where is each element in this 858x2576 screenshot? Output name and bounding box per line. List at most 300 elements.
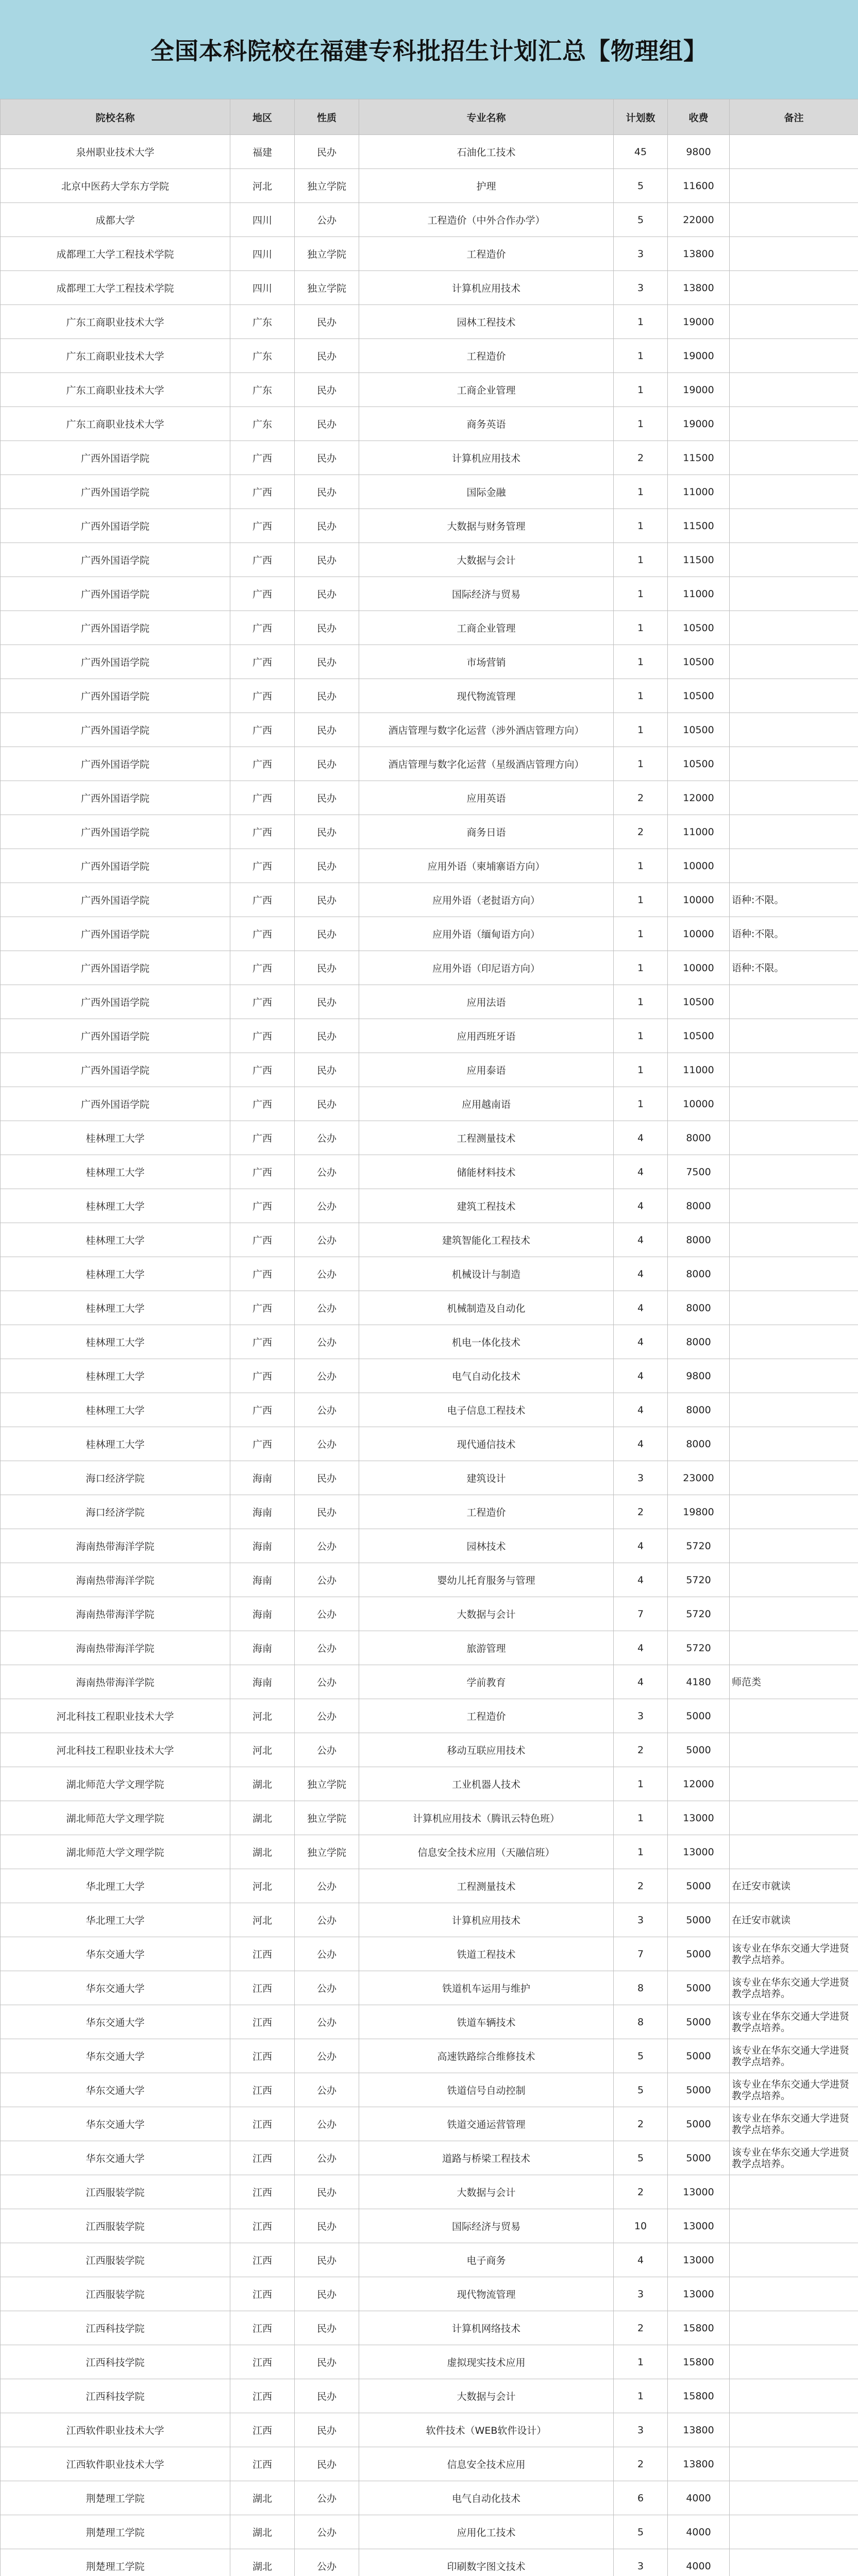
cell-school: 华东交通大学 bbox=[1, 2005, 230, 2039]
cell-fee: 5000 bbox=[668, 1699, 730, 1733]
cell-type: 公办 bbox=[295, 203, 359, 237]
table-row bbox=[1, 611, 858, 645]
cell-type: 民办 bbox=[295, 2277, 359, 2311]
cell-note: 该专业在华东交通大学进贤教学点培养。 bbox=[730, 2141, 858, 2175]
cell-note bbox=[730, 679, 858, 713]
cell-major: 应用越南语 bbox=[359, 1087, 614, 1121]
cell-region: 广西 bbox=[230, 985, 295, 1019]
cell-fee: 5720 bbox=[668, 1631, 730, 1665]
cell-school: 华东交通大学 bbox=[1, 2141, 230, 2175]
title-banner bbox=[0, 0, 858, 99]
cell-note bbox=[730, 1563, 858, 1597]
cell-school: 桂林理工大学 bbox=[1, 1189, 230, 1223]
cell-major: 机械制造及自动化 bbox=[359, 1291, 614, 1325]
cell-type: 公办 bbox=[295, 1359, 359, 1393]
cell-region: 福建 bbox=[230, 135, 295, 169]
cell-school: 广东工商职业技术大学 bbox=[1, 339, 230, 373]
cell-type: 民办 bbox=[295, 339, 359, 373]
cell-school: 桂林理工大学 bbox=[1, 1257, 230, 1291]
cell-note: 在迁安市就读 bbox=[730, 1869, 858, 1903]
cell-fee: 9800 bbox=[668, 135, 730, 169]
cell-type: 公办 bbox=[295, 1223, 359, 1257]
cell-fee: 15800 bbox=[668, 2311, 730, 2345]
header-note: 备注 bbox=[730, 99, 858, 135]
cell-quota: 4 bbox=[614, 1529, 668, 1563]
cell-type: 公办 bbox=[295, 1291, 359, 1325]
cell-region: 广西 bbox=[230, 1223, 295, 1257]
cell-note bbox=[730, 1495, 858, 1529]
cell-school: 华东交通大学 bbox=[1, 2039, 230, 2073]
table-row bbox=[1, 339, 858, 373]
cell-school: 荆楚理工学院 bbox=[1, 2549, 230, 2576]
cell-note bbox=[730, 2379, 858, 2413]
cell-region: 江西 bbox=[230, 2005, 295, 2039]
cell-type: 独立学院 bbox=[295, 237, 359, 271]
cell-quota: 4 bbox=[614, 1257, 668, 1291]
cell-quota: 1 bbox=[614, 1835, 668, 1869]
table-row bbox=[1, 781, 858, 815]
cell-quota: 4 bbox=[614, 1189, 668, 1223]
cell-region: 广西 bbox=[230, 917, 295, 951]
cell-major: 大数据与会计 bbox=[359, 1597, 614, 1631]
cell-major: 应用化工技术 bbox=[359, 2515, 614, 2549]
table-row bbox=[1, 1019, 858, 1053]
cell-quota: 3 bbox=[614, 2413, 668, 2447]
cell-fee: 5000 bbox=[668, 2141, 730, 2175]
cell-fee: 13000 bbox=[668, 2175, 730, 2209]
cell-major: 电子信息工程技术 bbox=[359, 1393, 614, 1427]
cell-fee: 5720 bbox=[668, 1563, 730, 1597]
header-fee: 收费 bbox=[668, 99, 730, 135]
cell-region: 广西 bbox=[230, 1121, 295, 1155]
cell-fee: 10500 bbox=[668, 679, 730, 713]
cell-note bbox=[730, 815, 858, 849]
cell-quota: 2 bbox=[614, 1733, 668, 1767]
cell-note bbox=[730, 1393, 858, 1427]
cell-major: 高速铁路综合维修技术 bbox=[359, 2039, 614, 2073]
cell-fee: 19000 bbox=[668, 407, 730, 441]
cell-region: 江西 bbox=[230, 2243, 295, 2277]
table-row bbox=[1, 1223, 858, 1257]
cell-note: 该专业在华东交通大学进贤教学点培养。 bbox=[730, 2073, 858, 2107]
cell-quota: 1 bbox=[614, 407, 668, 441]
cell-note bbox=[730, 2481, 858, 2515]
table-row bbox=[1, 1563, 858, 1597]
cell-school: 广东工商职业技术大学 bbox=[1, 407, 230, 441]
cell-fee: 8000 bbox=[668, 1121, 730, 1155]
header-type: 性质 bbox=[295, 99, 359, 135]
table-row bbox=[1, 1461, 858, 1495]
cell-note bbox=[730, 441, 858, 475]
cell-fee: 11600 bbox=[668, 169, 730, 203]
cell-type: 公办 bbox=[295, 1971, 359, 2005]
cell-fee: 5000 bbox=[668, 2039, 730, 2073]
cell-region: 广西 bbox=[230, 679, 295, 713]
cell-type: 民办 bbox=[295, 611, 359, 645]
cell-type: 公办 bbox=[295, 1563, 359, 1597]
cell-type: 公办 bbox=[295, 2549, 359, 2576]
cell-school: 广西外国语学院 bbox=[1, 815, 230, 849]
table-row bbox=[1, 2413, 858, 2447]
cell-school: 荆楚理工学院 bbox=[1, 2481, 230, 2515]
table-row bbox=[1, 1189, 858, 1223]
cell-major: 工程造价 bbox=[359, 339, 614, 373]
cell-note bbox=[730, 305, 858, 339]
cell-school: 海南热带海洋学院 bbox=[1, 1665, 230, 1699]
cell-quota: 4 bbox=[614, 1291, 668, 1325]
cell-major: 工商企业管理 bbox=[359, 373, 614, 407]
cell-type: 公办 bbox=[295, 1257, 359, 1291]
cell-major: 电气自动化技术 bbox=[359, 2481, 614, 2515]
table-row bbox=[1, 1903, 858, 1937]
cell-fee: 11000 bbox=[668, 815, 730, 849]
cell-note bbox=[730, 1189, 858, 1223]
cell-fee: 11000 bbox=[668, 475, 730, 509]
cell-region: 四川 bbox=[230, 237, 295, 271]
cell-type: 民办 bbox=[295, 2345, 359, 2379]
cell-school: 江西科技学院 bbox=[1, 2345, 230, 2379]
cell-quota: 1 bbox=[614, 849, 668, 883]
cell-fee: 8000 bbox=[668, 1257, 730, 1291]
table-row bbox=[1, 203, 858, 237]
cell-type: 公办 bbox=[295, 1427, 359, 1461]
cell-region: 广西 bbox=[230, 577, 295, 611]
table-row bbox=[1, 2311, 858, 2345]
cell-note bbox=[730, 2311, 858, 2345]
cell-school: 广东工商职业技术大学 bbox=[1, 373, 230, 407]
table-row bbox=[1, 1733, 858, 1767]
cell-major: 铁道工程技术 bbox=[359, 1937, 614, 1971]
table-row bbox=[1, 441, 858, 475]
cell-fee: 13800 bbox=[668, 2447, 730, 2481]
cell-major: 应用外语（印尼语方向） bbox=[359, 951, 614, 985]
cell-region: 江西 bbox=[230, 2209, 295, 2243]
cell-major: 机械设计与制造 bbox=[359, 1257, 614, 1291]
cell-quota: 1 bbox=[614, 747, 668, 781]
cell-region: 江西 bbox=[230, 1937, 295, 1971]
cell-school: 海南热带海洋学院 bbox=[1, 1529, 230, 1563]
cell-type: 民办 bbox=[295, 2209, 359, 2243]
cell-note bbox=[730, 849, 858, 883]
cell-fee: 13800 bbox=[668, 2413, 730, 2447]
cell-note: 师范类 bbox=[730, 1665, 858, 1699]
cell-type: 民办 bbox=[295, 475, 359, 509]
cell-major: 应用泰语 bbox=[359, 1053, 614, 1087]
cell-quota: 10 bbox=[614, 2209, 668, 2243]
table-row bbox=[1, 985, 858, 1019]
cell-fee: 10000 bbox=[668, 917, 730, 951]
cell-school: 江西科技学院 bbox=[1, 2379, 230, 2413]
cell-fee: 19000 bbox=[668, 339, 730, 373]
cell-quota: 1 bbox=[614, 543, 668, 577]
cell-fee: 12000 bbox=[668, 781, 730, 815]
cell-note bbox=[730, 577, 858, 611]
cell-major: 建筑工程技术 bbox=[359, 1189, 614, 1223]
cell-school: 湖北师范大学文理学院 bbox=[1, 1835, 230, 1869]
cell-school: 泉州职业技术大学 bbox=[1, 135, 230, 169]
cell-region: 广西 bbox=[230, 1189, 295, 1223]
table-row bbox=[1, 917, 858, 951]
cell-school: 江西服装学院 bbox=[1, 2243, 230, 2277]
cell-region: 湖北 bbox=[230, 2549, 295, 2576]
table-row bbox=[1, 1971, 858, 2005]
header-quota: 计划数 bbox=[614, 99, 668, 135]
cell-region: 江西 bbox=[230, 2379, 295, 2413]
cell-major: 工程测量技术 bbox=[359, 1121, 614, 1155]
cell-major: 储能材料技术 bbox=[359, 1155, 614, 1189]
cell-school: 桂林理工大学 bbox=[1, 1291, 230, 1325]
cell-region: 海南 bbox=[230, 1597, 295, 1631]
cell-major: 应用外语（缅甸语方向） bbox=[359, 917, 614, 951]
cell-school: 广西外国语学院 bbox=[1, 713, 230, 747]
cell-quota: 1 bbox=[614, 339, 668, 373]
cell-note bbox=[730, 1529, 858, 1563]
cell-fee: 19000 bbox=[668, 373, 730, 407]
cell-major: 石油化工技术 bbox=[359, 135, 614, 169]
cell-quota: 1 bbox=[614, 951, 668, 985]
table-row bbox=[1, 1937, 858, 1971]
cell-quota: 2 bbox=[614, 1869, 668, 1903]
cell-school: 广东工商职业技术大学 bbox=[1, 305, 230, 339]
cell-school: 广西外国语学院 bbox=[1, 1087, 230, 1121]
cell-region: 广西 bbox=[230, 441, 295, 475]
cell-fee: 5000 bbox=[668, 2005, 730, 2039]
cell-major: 建筑智能化工程技术 bbox=[359, 1223, 614, 1257]
cell-quota: 1 bbox=[614, 475, 668, 509]
cell-school: 河北科技工程职业技术大学 bbox=[1, 1699, 230, 1733]
cell-region: 江西 bbox=[230, 2175, 295, 2209]
cell-note bbox=[730, 713, 858, 747]
cell-quota: 1 bbox=[614, 509, 668, 543]
cell-school: 湖北师范大学文理学院 bbox=[1, 1801, 230, 1835]
table-row bbox=[1, 1597, 858, 1631]
cell-fee: 13800 bbox=[668, 237, 730, 271]
cell-quota: 1 bbox=[614, 2345, 668, 2379]
cell-note: 语种:不限。 bbox=[730, 917, 858, 951]
cell-school: 华北理工大学 bbox=[1, 1903, 230, 1937]
cell-school: 成都理工大学工程技术学院 bbox=[1, 237, 230, 271]
cell-fee: 13800 bbox=[668, 271, 730, 305]
cell-major: 工业机器人技术 bbox=[359, 1767, 614, 1801]
cell-type: 独立学院 bbox=[295, 1835, 359, 1869]
cell-type: 民办 bbox=[295, 1019, 359, 1053]
cell-note: 该专业在华东交通大学进贤教学点培养。 bbox=[730, 2039, 858, 2073]
cell-type: 民办 bbox=[295, 917, 359, 951]
cell-type: 公办 bbox=[295, 2039, 359, 2073]
cell-type: 民办 bbox=[295, 2243, 359, 2277]
cell-region: 江西 bbox=[230, 2447, 295, 2481]
table-row bbox=[1, 2141, 858, 2175]
cell-region: 河北 bbox=[230, 1733, 295, 1767]
table-row bbox=[1, 1801, 858, 1835]
cell-major: 园林技术 bbox=[359, 1529, 614, 1563]
cell-fee: 5000 bbox=[668, 1903, 730, 1937]
cell-fee: 13000 bbox=[668, 1835, 730, 1869]
cell-fee: 8000 bbox=[668, 1223, 730, 1257]
cell-region: 广西 bbox=[230, 1427, 295, 1461]
table-row bbox=[1, 2175, 858, 2209]
cell-type: 民办 bbox=[295, 815, 359, 849]
table-row bbox=[1, 2549, 858, 2576]
cell-quota: 4 bbox=[614, 2243, 668, 2277]
cell-school: 海南热带海洋学院 bbox=[1, 1597, 230, 1631]
cell-school: 广西外国语学院 bbox=[1, 441, 230, 475]
cell-major: 商务英语 bbox=[359, 407, 614, 441]
cell-major: 软件技术（WEB软件设计） bbox=[359, 2413, 614, 2447]
cell-school: 华东交通大学 bbox=[1, 2107, 230, 2141]
cell-school: 桂林理工大学 bbox=[1, 1325, 230, 1359]
table-row bbox=[1, 407, 858, 441]
cell-quota: 4 bbox=[614, 1325, 668, 1359]
header-row bbox=[1, 99, 858, 135]
cell-fee: 10500 bbox=[668, 713, 730, 747]
cell-quota: 8 bbox=[614, 1971, 668, 2005]
cell-school: 广西外国语学院 bbox=[1, 951, 230, 985]
cell-type: 民办 bbox=[295, 1053, 359, 1087]
cell-major: 移动互联应用技术 bbox=[359, 1733, 614, 1767]
cell-note bbox=[730, 1631, 858, 1665]
table-row bbox=[1, 815, 858, 849]
cell-quota: 5 bbox=[614, 2515, 668, 2549]
cell-fee: 23000 bbox=[668, 1461, 730, 1495]
cell-fee: 10000 bbox=[668, 849, 730, 883]
cell-school: 广西外国语学院 bbox=[1, 611, 230, 645]
cell-fee: 5000 bbox=[668, 2107, 730, 2141]
table-row bbox=[1, 1087, 858, 1121]
cell-fee: 13000 bbox=[668, 2277, 730, 2311]
cell-major: 现代物流管理 bbox=[359, 2277, 614, 2311]
cell-major: 计算机应用技术（腾讯云特色班） bbox=[359, 1801, 614, 1835]
cell-region: 海南 bbox=[230, 1665, 295, 1699]
table-row bbox=[1, 1835, 858, 1869]
cell-quota: 1 bbox=[614, 2379, 668, 2413]
cell-school: 广西外国语学院 bbox=[1, 1053, 230, 1087]
table-row bbox=[1, 475, 858, 509]
table-row bbox=[1, 305, 858, 339]
table-row bbox=[1, 2005, 858, 2039]
cell-fee: 12000 bbox=[668, 1767, 730, 1801]
cell-note bbox=[730, 1053, 858, 1087]
cell-quota: 45 bbox=[614, 135, 668, 169]
cell-type: 民办 bbox=[295, 509, 359, 543]
cell-school: 湖北师范大学文理学院 bbox=[1, 1767, 230, 1801]
cell-quota: 1 bbox=[614, 305, 668, 339]
cell-school: 海南热带海洋学院 bbox=[1, 1631, 230, 1665]
cell-type: 民办 bbox=[295, 679, 359, 713]
table-row bbox=[1, 1393, 858, 1427]
cell-school: 广西外国语学院 bbox=[1, 985, 230, 1019]
cell-region: 江西 bbox=[230, 2039, 295, 2073]
cell-major: 应用法语 bbox=[359, 985, 614, 1019]
cell-quota: 7 bbox=[614, 1937, 668, 1971]
cell-fee: 10000 bbox=[668, 883, 730, 917]
cell-school: 华北理工大学 bbox=[1, 1869, 230, 1903]
cell-quota: 1 bbox=[614, 713, 668, 747]
cell-major: 应用外语（老挝语方向） bbox=[359, 883, 614, 917]
cell-type: 公办 bbox=[295, 2481, 359, 2515]
cell-type: 民办 bbox=[295, 2311, 359, 2345]
table-row bbox=[1, 2345, 858, 2379]
cell-note bbox=[730, 1257, 858, 1291]
cell-fee: 5000 bbox=[668, 1937, 730, 1971]
cell-quota: 3 bbox=[614, 1461, 668, 1495]
cell-region: 广西 bbox=[230, 543, 295, 577]
cell-quota: 1 bbox=[614, 1801, 668, 1835]
table-body bbox=[1, 135, 858, 2576]
cell-type: 公办 bbox=[295, 1393, 359, 1427]
cell-quota: 1 bbox=[614, 373, 668, 407]
cell-note bbox=[730, 1699, 858, 1733]
header-region: 地区 bbox=[230, 99, 295, 135]
cell-major: 工程造价 bbox=[359, 1495, 614, 1529]
cell-region: 湖北 bbox=[230, 2515, 295, 2549]
table-row bbox=[1, 1529, 858, 1563]
cell-school: 广西外国语学院 bbox=[1, 747, 230, 781]
cell-major: 铁道车辆技术 bbox=[359, 2005, 614, 2039]
cell-quota: 3 bbox=[614, 2277, 668, 2311]
cell-type: 公办 bbox=[295, 1903, 359, 1937]
cell-major: 现代物流管理 bbox=[359, 679, 614, 713]
cell-quota: 4 bbox=[614, 1223, 668, 1257]
cell-school: 桂林理工大学 bbox=[1, 1121, 230, 1155]
cell-type: 民办 bbox=[295, 883, 359, 917]
cell-type: 独立学院 bbox=[295, 1801, 359, 1835]
cell-note bbox=[730, 1733, 858, 1767]
cell-fee: 5000 bbox=[668, 1733, 730, 1767]
header-school: 院校名称 bbox=[1, 99, 230, 135]
table-row bbox=[1, 169, 858, 203]
cell-region: 海南 bbox=[230, 1529, 295, 1563]
cell-fee: 10500 bbox=[668, 985, 730, 1019]
table-row bbox=[1, 2447, 858, 2481]
cell-note bbox=[730, 543, 858, 577]
cell-type: 民办 bbox=[295, 1495, 359, 1529]
table-row bbox=[1, 1631, 858, 1665]
cell-type: 公办 bbox=[295, 1733, 359, 1767]
cell-fee: 11000 bbox=[668, 577, 730, 611]
cell-note bbox=[730, 203, 858, 237]
cell-school: 广西外国语学院 bbox=[1, 849, 230, 883]
table-row bbox=[1, 747, 858, 781]
cell-school: 广西外国语学院 bbox=[1, 1019, 230, 1053]
cell-type: 公办 bbox=[295, 1189, 359, 1223]
cell-major: 虚拟现实技术应用 bbox=[359, 2345, 614, 2379]
cell-major: 工程造价 bbox=[359, 1699, 614, 1733]
cell-type: 公办 bbox=[295, 1325, 359, 1359]
cell-note bbox=[730, 1767, 858, 1801]
cell-fee: 8000 bbox=[668, 1427, 730, 1461]
table-row bbox=[1, 713, 858, 747]
table-row bbox=[1, 135, 858, 169]
cell-school: 成都理工大学工程技术学院 bbox=[1, 271, 230, 305]
cell-fee: 4000 bbox=[668, 2481, 730, 2515]
cell-type: 公办 bbox=[295, 1631, 359, 1665]
cell-note bbox=[730, 1427, 858, 1461]
cell-region: 河北 bbox=[230, 1699, 295, 1733]
cell-quota: 7 bbox=[614, 1597, 668, 1631]
cell-major: 铁道交通运营管理 bbox=[359, 2107, 614, 2141]
cell-major: 大数据与财务管理 bbox=[359, 509, 614, 543]
cell-quota: 3 bbox=[614, 1699, 668, 1733]
cell-type: 独立学院 bbox=[295, 271, 359, 305]
cell-school: 桂林理工大学 bbox=[1, 1393, 230, 1427]
cell-major: 印刷数字图文技术 bbox=[359, 2549, 614, 2576]
page-title: 全国本科院校在福建专科批招生计划汇总【物理组】 bbox=[150, 37, 708, 65]
cell-school: 桂林理工大学 bbox=[1, 1155, 230, 1189]
cell-school: 广西外国语学院 bbox=[1, 577, 230, 611]
cell-note bbox=[730, 2447, 858, 2481]
cell-major: 旅游管理 bbox=[359, 1631, 614, 1665]
